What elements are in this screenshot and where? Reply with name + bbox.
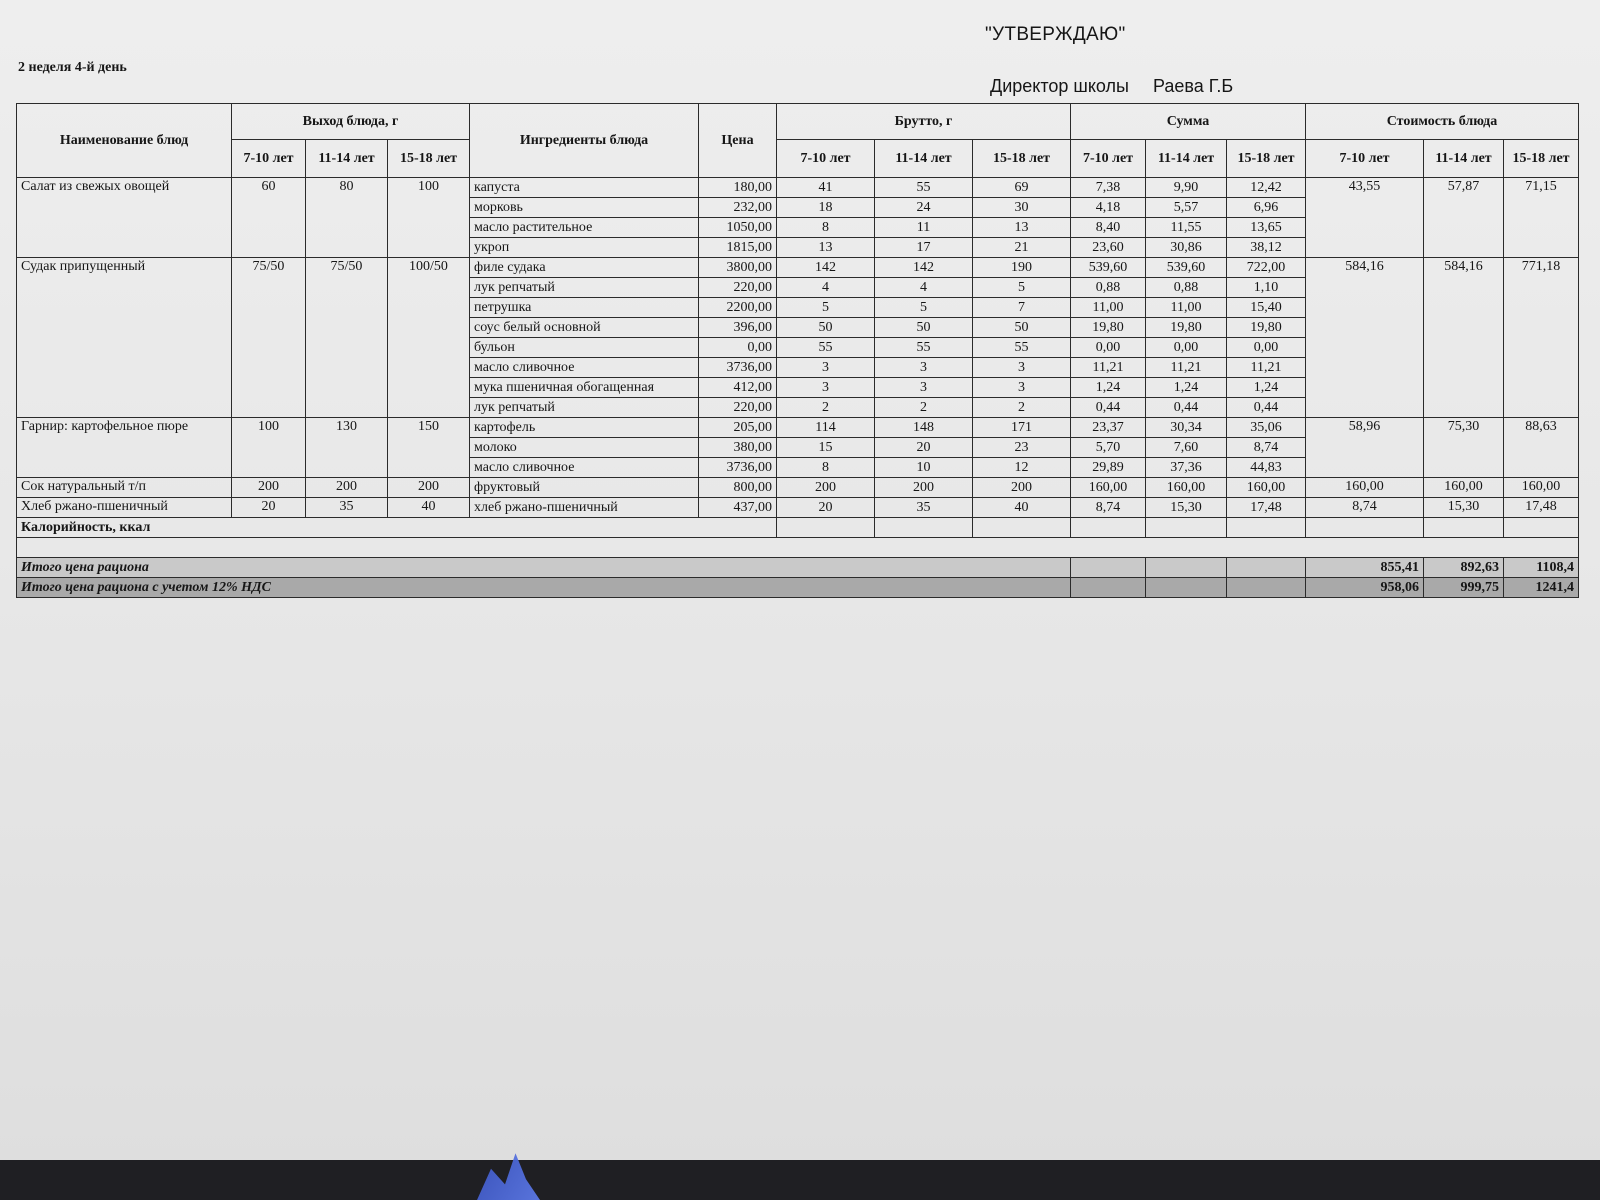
- ingredient-brutto: 3: [777, 378, 875, 398]
- ingredient-name: лук репчатый: [470, 278, 699, 298]
- dish-cost: 771,18: [1504, 258, 1579, 418]
- total-label: Итого цена рациона: [17, 558, 1071, 578]
- total-vat-label: Итого цена рациона с учетом 12% НДС: [17, 578, 1071, 598]
- ingredient-name: молоко: [470, 438, 699, 458]
- total-vat-value: 958,06: [1306, 578, 1424, 598]
- ingredient-sum: 0,00: [1071, 338, 1146, 358]
- calories-cell: [875, 518, 973, 538]
- ingredient-sum: 13,65: [1227, 218, 1306, 238]
- total-vat-empty-cell: [1227, 578, 1306, 598]
- dish-output: 200: [232, 478, 306, 498]
- ingredient-name: соус белый основной: [470, 318, 699, 338]
- ingredient-name: капуста: [470, 178, 699, 198]
- ingredient-sum: 1,24: [1071, 378, 1146, 398]
- director-name: Раева Г.Б: [1152, 76, 1234, 96]
- dish-cost: 160,00: [1504, 478, 1579, 498]
- ingredient-brutto: 3: [875, 378, 973, 398]
- table-body: [17, 178, 1579, 518]
- approve-heading: "УТВЕРЖДАЮ": [985, 24, 1126, 45]
- ingredient-brutto: 3: [973, 358, 1071, 378]
- ingredient-price: 3736,00: [699, 458, 777, 478]
- ingredient-price: 396,00: [699, 318, 777, 338]
- ingredient-name: масло сливочное: [470, 358, 699, 378]
- ingredient-sum: 8,40: [1071, 218, 1146, 238]
- ingredient-sum: 29,89: [1071, 458, 1146, 478]
- ingredient-brutto: 11: [875, 218, 973, 238]
- ingredient-brutto: 4: [777, 278, 875, 298]
- ingredient-name: морковь: [470, 198, 699, 218]
- ingredient-sum: 30,34: [1146, 418, 1227, 438]
- ingredient-sum: 23,60: [1071, 238, 1146, 258]
- ingredient-price: 2200,00: [699, 298, 777, 318]
- ingredient-brutto: 5: [973, 278, 1071, 298]
- dish-name: Судак припущенный: [17, 258, 232, 418]
- dish-cost: 57,87: [1424, 178, 1504, 258]
- total-vat-value: 999,75: [1424, 578, 1504, 598]
- ingredient-sum: 539,60: [1071, 258, 1146, 278]
- ingredient-brutto: 12: [973, 458, 1071, 478]
- ingredient-brutto: 50: [777, 318, 875, 338]
- dish-output: 100/50: [388, 258, 470, 418]
- ingredient-brutto: 114: [777, 418, 875, 438]
- age-header: 7-10 лет: [777, 140, 875, 178]
- ingredient-sum: 11,21: [1227, 358, 1306, 378]
- dish-cost: 75,30: [1424, 418, 1504, 478]
- table-row: [17, 178, 1579, 198]
- ingredient-brutto: 20: [875, 438, 973, 458]
- ingredient-price: 1050,00: [699, 218, 777, 238]
- header-ingredients: Ингредиенты блюда: [470, 104, 699, 178]
- age-header: 15-18 лет: [1504, 140, 1579, 178]
- ingredient-brutto: 5: [777, 298, 875, 318]
- ingredient-price: 180,00: [699, 178, 777, 198]
- ingredient-sum: 0,00: [1146, 338, 1227, 358]
- ingredient-brutto: 171: [973, 418, 1071, 438]
- blank-row: [17, 538, 1579, 558]
- dish-name: Салат из свежых овощей: [17, 178, 232, 258]
- ingredient-sum: 30,86: [1146, 238, 1227, 258]
- ingredient-price: 380,00: [699, 438, 777, 458]
- ingredient-brutto: 50: [875, 318, 973, 338]
- ingredient-name: фруктовый: [470, 478, 699, 498]
- table-row: [17, 498, 1579, 518]
- ingredient-brutto: 21: [973, 238, 1071, 258]
- total-vat-value: 1241,4: [1504, 578, 1579, 598]
- ingredient-sum: 19,80: [1146, 318, 1227, 338]
- ingredient-price: 800,00: [699, 478, 777, 498]
- ingredient-brutto: 69: [973, 178, 1071, 198]
- ingredient-sum: 160,00: [1071, 478, 1146, 498]
- dish-cost: 88,63: [1504, 418, 1579, 478]
- director-line: [990, 76, 1233, 97]
- ingredient-sum: 160,00: [1227, 478, 1306, 498]
- dish-name: Сок натуральный т/п: [17, 478, 232, 498]
- calories-cell: [1424, 518, 1504, 538]
- ingredient-brutto: 10: [875, 458, 973, 478]
- ingredient-sum: 15,40: [1227, 298, 1306, 318]
- dish-output: 80: [306, 178, 388, 258]
- ingredient-sum: 23,37: [1071, 418, 1146, 438]
- ingredient-price: 412,00: [699, 378, 777, 398]
- ingredient-name: мука пшеничная обогащенная: [470, 378, 699, 398]
- dish-output: 150: [388, 418, 470, 478]
- ingredient-sum: 0,44: [1071, 398, 1146, 418]
- ingredient-name: петрушка: [470, 298, 699, 318]
- header-cost: Стоимость блюда: [1306, 104, 1579, 140]
- age-header: 7-10 лет: [1071, 140, 1146, 178]
- ingredient-brutto: 17: [875, 238, 973, 258]
- dish-cost: 160,00: [1424, 478, 1504, 498]
- dish-output: 200: [388, 478, 470, 498]
- ingredient-sum: 0,44: [1227, 398, 1306, 418]
- ingredient-brutto: 7: [973, 298, 1071, 318]
- dish-output: 75/50: [306, 258, 388, 418]
- ingredient-sum: 7,38: [1071, 178, 1146, 198]
- ingredient-sum: 0,88: [1146, 278, 1227, 298]
- ingredient-sum: 11,21: [1146, 358, 1227, 378]
- ingredient-brutto: 50: [973, 318, 1071, 338]
- ingredient-sum: 17,48: [1227, 498, 1306, 518]
- ingredient-brutto: 142: [875, 258, 973, 278]
- ingredient-brutto: 2: [973, 398, 1071, 418]
- ingredient-sum: 1,24: [1227, 378, 1306, 398]
- dish-output: 100: [388, 178, 470, 258]
- dish-cost: 8,74: [1306, 498, 1424, 518]
- ingredient-sum: 11,21: [1071, 358, 1146, 378]
- dish-output: 100: [232, 418, 306, 478]
- age-header: 7-10 лет: [1306, 140, 1424, 178]
- table-row: [17, 418, 1579, 438]
- ingredient-sum: 4,18: [1071, 198, 1146, 218]
- table-header: [17, 104, 1579, 178]
- ingredient-brutto: 148: [875, 418, 973, 438]
- total-vat-empty-cell: [1146, 578, 1227, 598]
- header-dish: Наименование блюд: [17, 104, 232, 178]
- dish-name: Хлеб ржано-пшеничный: [17, 498, 232, 518]
- ingredient-name: укроп: [470, 238, 699, 258]
- ingredient-brutto: 3: [973, 378, 1071, 398]
- ingredient-sum: 722,00: [1227, 258, 1306, 278]
- calories-cell: [777, 518, 875, 538]
- dish-output: 20: [232, 498, 306, 518]
- dish-output: 60: [232, 178, 306, 258]
- ingredient-brutto: 200: [973, 478, 1071, 498]
- ingredient-name: бульон: [470, 338, 699, 358]
- ingredient-brutto: 23: [973, 438, 1071, 458]
- ingredient-name: картофель: [470, 418, 699, 438]
- table-row: [17, 478, 1579, 498]
- age-header: 11-14 лет: [1424, 140, 1504, 178]
- dish-cost: 17,48: [1504, 498, 1579, 518]
- ingredient-brutto: 2: [777, 398, 875, 418]
- total-empty-cell: [1227, 558, 1306, 578]
- ingredient-brutto: 41: [777, 178, 875, 198]
- calories-cell: [973, 518, 1071, 538]
- age-header: 7-10 лет: [232, 140, 306, 178]
- ingredient-sum: 35,06: [1227, 418, 1306, 438]
- dish-cost: 160,00: [1306, 478, 1424, 498]
- ingredient-brutto: 30: [973, 198, 1071, 218]
- ingredient-price: 0,00: [699, 338, 777, 358]
- total-empty-cell: [1071, 558, 1146, 578]
- calories-cell: [1227, 518, 1306, 538]
- age-header: 11-14 лет: [306, 140, 388, 178]
- dish-cost: 584,16: [1424, 258, 1504, 418]
- ingredient-brutto: 55: [875, 338, 973, 358]
- ingredient-brutto: 200: [777, 478, 875, 498]
- dish-output: 75/50: [232, 258, 306, 418]
- ingredient-brutto: 3: [875, 358, 973, 378]
- dish-cost: 584,16: [1306, 258, 1424, 418]
- dish-name: Гарнир: картофельное пюре: [17, 418, 232, 478]
- ingredient-sum: 9,90: [1146, 178, 1227, 198]
- ingredient-brutto: 3: [777, 358, 875, 378]
- age-header: 15-18 лет: [973, 140, 1071, 178]
- calories-cell: [1306, 518, 1424, 538]
- calories-cell: [1146, 518, 1227, 538]
- table-row: [17, 258, 1579, 278]
- menu-table: [16, 103, 1579, 598]
- ingredient-sum: 15,30: [1146, 498, 1227, 518]
- dish-output: 130: [306, 418, 388, 478]
- director-label: Директор школы: [990, 76, 1129, 96]
- dish-cost: 58,96: [1306, 418, 1424, 478]
- ingredient-brutto: 15: [777, 438, 875, 458]
- ingredient-brutto: 40: [973, 498, 1071, 518]
- ingredient-brutto: 24: [875, 198, 973, 218]
- ingredient-sum: 11,00: [1071, 298, 1146, 318]
- ingredient-name: хлеб ржано-пшеничный: [470, 498, 699, 518]
- header-price: Цена: [699, 104, 777, 178]
- calories-cell: [1504, 518, 1579, 538]
- dish-output: 35: [306, 498, 388, 518]
- dish-cost: 71,15: [1504, 178, 1579, 258]
- ingredient-sum: 12,42: [1227, 178, 1306, 198]
- ingredient-price: 220,00: [699, 278, 777, 298]
- header-sum: Сумма: [1071, 104, 1306, 140]
- ingredient-brutto: 200: [875, 478, 973, 498]
- ingredient-name: лук репчатый: [470, 398, 699, 418]
- ingredient-sum: 6,96: [1227, 198, 1306, 218]
- ingredient-sum: 8,74: [1071, 498, 1146, 518]
- ingredient-price: 3736,00: [699, 358, 777, 378]
- ingredient-brutto: 190: [973, 258, 1071, 278]
- age-header: 11-14 лет: [1146, 140, 1227, 178]
- ingredient-brutto: 5: [875, 298, 973, 318]
- calories-label: Калорийность, ккал: [17, 518, 777, 538]
- ingredient-brutto: 35: [875, 498, 973, 518]
- header-brutto: Брутто, г: [777, 104, 1071, 140]
- total-empty-cell: [1146, 558, 1227, 578]
- ingredient-price: 3800,00: [699, 258, 777, 278]
- table-footer: [17, 518, 1579, 598]
- ingredient-name: филе судака: [470, 258, 699, 278]
- ingredient-sum: 0,88: [1071, 278, 1146, 298]
- ingredient-sum: 0,00: [1227, 338, 1306, 358]
- ingredient-brutto: 55: [777, 338, 875, 358]
- dish-cost: 15,30: [1424, 498, 1504, 518]
- dish-output: 200: [306, 478, 388, 498]
- dish-cost: 43,55: [1306, 178, 1424, 258]
- ingredient-name: масло сливочное: [470, 458, 699, 478]
- age-header: 15-18 лет: [1227, 140, 1306, 178]
- ingredient-sum: 539,60: [1146, 258, 1227, 278]
- header-output: Выход блюда, г: [232, 104, 470, 140]
- ingredient-sum: 1,10: [1227, 278, 1306, 298]
- ingredient-sum: 37,36: [1146, 458, 1227, 478]
- ingredient-sum: 5,70: [1071, 438, 1146, 458]
- age-header: 11-14 лет: [875, 140, 973, 178]
- ingredient-sum: 19,80: [1227, 318, 1306, 338]
- ingredient-brutto: 13: [973, 218, 1071, 238]
- ingredient-price: 437,00: [699, 498, 777, 518]
- total-value: 855,41: [1306, 558, 1424, 578]
- ingredient-sum: 5,57: [1146, 198, 1227, 218]
- ingredient-price: 220,00: [699, 398, 777, 418]
- ingredient-brutto: 8: [777, 218, 875, 238]
- ingredient-brutto: 2: [875, 398, 973, 418]
- ingredient-sum: 8,74: [1227, 438, 1306, 458]
- ingredient-brutto: 4: [875, 278, 973, 298]
- ingredient-sum: 0,44: [1146, 398, 1227, 418]
- ingredient-brutto: 142: [777, 258, 875, 278]
- ingredient-sum: 44,83: [1227, 458, 1306, 478]
- ingredient-price: 232,00: [699, 198, 777, 218]
- ingredient-sum: 11,00: [1146, 298, 1227, 318]
- ingredient-brutto: 55: [875, 178, 973, 198]
- ingredient-sum: 1,24: [1146, 378, 1227, 398]
- ingredient-sum: 160,00: [1146, 478, 1227, 498]
- ingredient-brutto: 8: [777, 458, 875, 478]
- ingredient-brutto: 18: [777, 198, 875, 218]
- ingredient-sum: 11,55: [1146, 218, 1227, 238]
- total-vat-empty-cell: [1071, 578, 1146, 598]
- ingredient-price: 1815,00: [699, 238, 777, 258]
- age-header: 15-18 лет: [388, 140, 470, 178]
- ingredient-brutto: 13: [777, 238, 875, 258]
- calories-cell: [1071, 518, 1146, 538]
- total-value: 892,63: [1424, 558, 1504, 578]
- dish-output: 40: [388, 498, 470, 518]
- ingredient-brutto: 20: [777, 498, 875, 518]
- ingredient-sum: 19,80: [1071, 318, 1146, 338]
- total-value: 1108,4: [1504, 558, 1579, 578]
- ingredient-price: 205,00: [699, 418, 777, 438]
- ingredient-name: масло растительное: [470, 218, 699, 238]
- desk-background: [0, 1160, 1600, 1200]
- week-day-label: 2 неделя 4-й день: [18, 60, 127, 75]
- ingredient-sum: 7,60: [1146, 438, 1227, 458]
- ingredient-sum: 38,12: [1227, 238, 1306, 258]
- ingredient-brutto: 55: [973, 338, 1071, 358]
